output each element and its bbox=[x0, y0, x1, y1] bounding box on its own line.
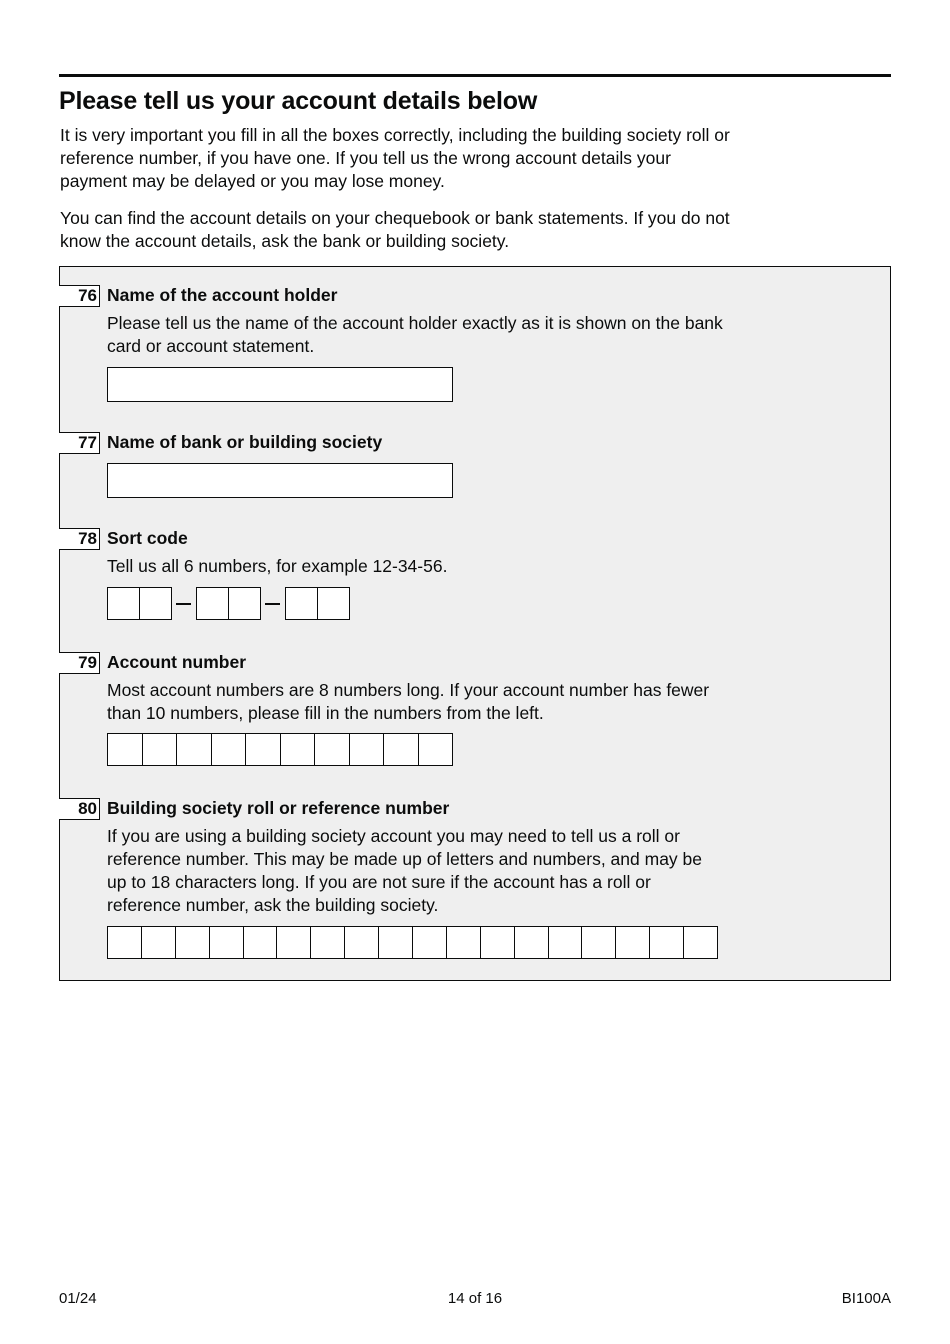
roll-number-character-box[interactable] bbox=[107, 926, 142, 959]
sort-code-digit-box[interactable] bbox=[107, 587, 140, 620]
roll-number-character-box[interactable] bbox=[243, 926, 278, 959]
sort-code-separator bbox=[265, 603, 280, 605]
question-number-76: 76 bbox=[59, 285, 100, 307]
roll-number-character-box[interactable] bbox=[649, 926, 684, 959]
roll-number-character-box[interactable] bbox=[480, 926, 515, 959]
sort-code-digit-box[interactable] bbox=[196, 587, 229, 620]
sort-code-digit-box[interactable] bbox=[285, 587, 318, 620]
top-rule bbox=[59, 74, 891, 77]
sort-code-digit-box[interactable] bbox=[139, 587, 172, 620]
question-help-sort-code: Tell us all 6 numbers, for example 12-34-56. bbox=[107, 556, 448, 576]
account-number-digit-box[interactable] bbox=[383, 733, 419, 766]
roll-number-character-box[interactable] bbox=[310, 926, 345, 959]
account-holder-name-field[interactable] bbox=[107, 367, 453, 402]
sort-code-digit-box[interactable] bbox=[317, 587, 350, 620]
question-title-bank-name: Name of bank or building society bbox=[107, 432, 383, 452]
roll-number-character-box[interactable] bbox=[514, 926, 549, 959]
account-number-digit-box[interactable] bbox=[107, 733, 143, 766]
footer-page-number: 14 of 16 bbox=[447, 1290, 503, 1307]
roll-number-character-box[interactable] bbox=[446, 926, 481, 959]
question-title-roll-number: Building society roll or reference number bbox=[107, 798, 450, 818]
account-number-digit-box[interactable] bbox=[314, 733, 350, 766]
roll-number-boxes bbox=[107, 926, 717, 959]
footer-date-code: 01/24 bbox=[59, 1290, 97, 1307]
roll-number-character-box[interactable] bbox=[209, 926, 244, 959]
account-number-digit-box[interactable] bbox=[245, 733, 281, 766]
question-help-roll-number: If you are using a building society account you may need to tell us a roll or reference number. This may be made up of letters and numbers, and may be up to 18 characters long. If you are not sure if the account has a roll or reference number, ask the building society. bbox=[107, 826, 702, 915]
intro-paragraph-2: You can find the account details on your chequebook or bank statements. If you do not know the account details, ask the bank or building society. bbox=[60, 208, 730, 251]
roll-number-character-box[interactable] bbox=[344, 926, 379, 959]
sort-code-separator bbox=[176, 603, 191, 605]
roll-number-character-box[interactable] bbox=[141, 926, 176, 959]
intro-paragraph-1: It is very important you fill in all the boxes correctly, including the building society roll or reference number, if you have one. If you tell us the wrong account details your payment may be delayed or you may lose money. bbox=[60, 125, 730, 191]
account-number-boxes bbox=[107, 733, 452, 766]
roll-number-character-box[interactable] bbox=[276, 926, 311, 959]
question-title-account-holder: Name of the account holder bbox=[107, 285, 338, 305]
question-number-78: 78 bbox=[59, 528, 100, 550]
roll-number-character-box[interactable] bbox=[378, 926, 413, 959]
sort-code-group-2 bbox=[196, 587, 260, 620]
sort-code-digit-box[interactable] bbox=[228, 587, 261, 620]
account-number-digit-box[interactable] bbox=[280, 733, 316, 766]
question-number-79: 79 bbox=[59, 652, 100, 674]
roll-number-character-box[interactable] bbox=[175, 926, 210, 959]
account-number-digit-box[interactable] bbox=[176, 733, 212, 766]
sort-code-group-1 bbox=[107, 587, 171, 620]
page-title: Please tell us your account details below bbox=[59, 87, 538, 115]
question-help-account-number: Most account numbers are 8 numbers long. If your account number has fewer than 10 numbers, please fill in the numbers from the left. bbox=[107, 680, 710, 723]
account-number-digit-box[interactable] bbox=[349, 733, 385, 766]
bank-name-field[interactable] bbox=[107, 463, 453, 498]
roll-number-character-box[interactable] bbox=[581, 926, 616, 959]
roll-number-character-box[interactable] bbox=[615, 926, 650, 959]
roll-number-character-box[interactable] bbox=[412, 926, 447, 959]
question-number-77: 77 bbox=[59, 432, 100, 454]
roll-number-character-box[interactable] bbox=[548, 926, 583, 959]
question-number-80: 80 bbox=[59, 798, 100, 820]
account-number-digit-box[interactable] bbox=[211, 733, 247, 766]
question-help-account-holder: Please tell us the name of the account holder exactly as it is shown on the bank card or account statement. bbox=[107, 313, 723, 356]
account-number-digit-box[interactable] bbox=[418, 733, 454, 766]
account-number-digit-box[interactable] bbox=[142, 733, 178, 766]
footer-form-id: BI100A bbox=[841, 1290, 891, 1307]
roll-number-character-box[interactable] bbox=[683, 926, 718, 959]
question-title-account-number: Account number bbox=[107, 652, 247, 672]
sort-code-group-3 bbox=[285, 587, 349, 620]
question-title-sort-code: Sort code bbox=[107, 528, 188, 548]
